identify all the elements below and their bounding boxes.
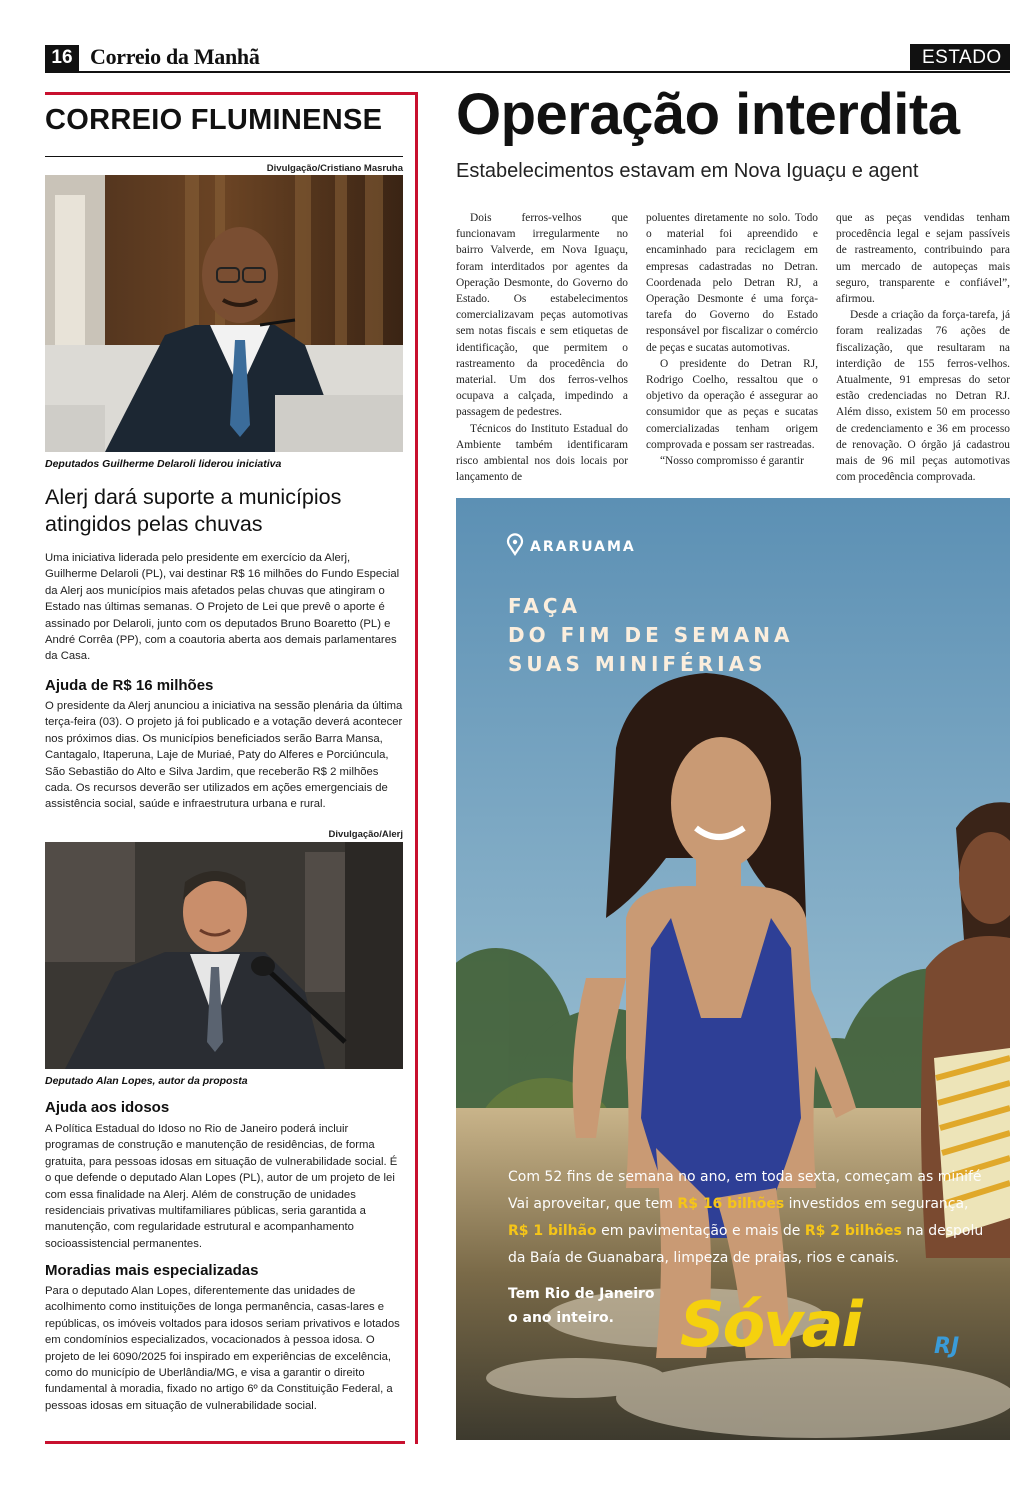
photo1-credit: Divulgação/Cristiano Masruha [266,163,403,174]
ad-highlight-security: R$ 16 bilhões [677,1196,785,1212]
column-bottom-rule [45,1441,405,1444]
col2-paragraph-2: O presidente do Detran RJ, Rodrigo Coelho, ressaltou que o objetivo da operação é assegurar ao consumidor que as peças e sucatas comercializadas tenham origem comprovada e possam ser rastreadas. [646,357,818,451]
subhead-moradias: Moradias mais especializadas [45,1262,259,1279]
photo1-caption: Deputados Guilherme Delaroli liderou iniciativa [45,458,282,470]
left-paragraph-2: O presidente da Alerj anunciou a iniciativa na sessão plenária da última terça-feira (03). O projeto já foi publicado e a votação deverá acontecer nos próximos dias. Os municípios beneficiados serão Barra Mansa, Cantagalo, Itaperuna, Laje de Muriaé, Paty do Alferes e Porciúncula, São Sebastião do Alto e Silva Jardim, que receberão R$ 2 milhões cada. Os recursos deverão ser utilizados em ações emergenciais de assistência social, saúde e infraestrutura urbana e rural. [45,700,403,811]
ad-tagline-line-2: o ano inteiro. [508,1310,614,1326]
ad-headline [508,592,793,679]
sovai-logo: Sóvai [680,1288,861,1361]
col2-paragraph-3: “Nosso compromisso é garantir [660,455,804,468]
left-paragraph-4: Para o deputado Alan Lopes, diferentemente das unidades de acolhimento como instituições de longa permanência, casas-lares e repúblicas, os imóveis voltados para idosos seriam privativos e lotados em condomínios especializados, vocacionados à pessoa idosa. O projeto de lei 6090/2025 foi inspirado em experiências de excelência, como do município de Uberlândia/MG, e visa a garantir o direito fundamental à moradia, fixado no artigo 6º da Constituição Federal, a pessoas idosas em situação de vulnerabilidade social. [45,1285,400,1412]
ad-headline-line-3: SUAS MINIFÉRIAS [508,652,767,676]
column-title-rule [45,156,403,157]
column-top-rule [45,92,418,95]
col3-paragraph-1: que as peças vendidas tenham procedência legal e sejam passíveis de rastreamento, contribuindo para um mercado de autopeças mais seguro, transparente e confiável”, afirmou. [836,212,1010,306]
col1-paragraph-2: Técnicos do Instituto Estadual do Ambiente também identificaram risco ambiental nos dois locais por lançamento de [456,422,628,484]
article-column-3 [836,210,1010,485]
photo2-caption: Deputado Alan Lopes, autor da proposta [45,1075,248,1087]
header-rule [45,71,1010,73]
ad-highlight-cleanup: R$ 2 bilhões [804,1223,902,1239]
left-article-title: Alerj dará suporte a municípios atingidos pelas chuvas [45,485,342,536]
ad-body-text [508,1164,1010,1272]
photo-alan-lopes [45,842,403,1069]
col1-paragraph-1: Dois ferros-velhos que funcionavam irregularmente no bairro Valverde, em Nova Iguaçu, foram interditados por agentes da Operação Desmonte, do Governo do Estado. Os estabelecimentos comercializavam peças automotivas sem notas fiscais e sem etiquetas de identificação, que permitem o rastreamento da procedência do material. Um dos ferros-velhos ocupava a calçada, impedindo a passagem de pedestres. [456,212,628,419]
col2-paragraph-1: poluentes diretamente no solo. Todo o material foi apreendido e encaminhado para reciclagem em empresas cadastradas no Detran. Coordenada pelo Detran RJ, a Operação Desmonte é uma força-tarefa do Governo do Estado responsável por fiscalizar o comércio de peças e sucatas automotivas. [646,212,818,354]
article-column-2 [646,210,818,469]
column-side-rule [415,92,418,1444]
ad-headline-line-1: FAÇA [508,594,582,618]
sovai-logo-suffix: RJ [934,1334,960,1359]
ad-tagline [508,1282,655,1330]
photo-delaroli [45,175,403,452]
article-subtitle: Estabelecimentos estavam em Nova Iguaçu e agent [456,160,919,182]
ad-body-text-span: na despolu [901,1223,984,1239]
ad-body-line-1: Com 52 fins de semana no ano, em toda sexta, começam as minifé [508,1169,982,1185]
ad-body-line-3 [508,1218,1010,1245]
ad-body-line-2 [508,1191,1010,1218]
photo2-credit: Divulgação/Alerj [328,829,403,840]
advertisement[interactable] [456,498,1010,1440]
page-number: 16 [45,45,79,71]
section-label: ESTADO [910,44,1010,70]
subhead-ajuda-idosos: Ajuda aos idosos [45,1099,170,1116]
article-column-1 [456,210,628,485]
left-paragraph-3: A Política Estadual do Idoso no Rio de Janeiro poderá incluir programas de construção e manutenção de residências, de forma gratuita, para pessoas idosas em situação de vulnerabilidade social. É o que defende o deputado Alan Lopes (PL), autor de um projeto de lei com essa finalidade na Alerj. Além de construção de unidades residenciais privativas multifamiliares públicas, seria garantida a manutenção, com regularidade estrutural e acompanhamento socioassistencial permanentes. [45,1123,398,1250]
ad-highlight-paving: R$ 1 bilhão [508,1223,597,1239]
ad-body-text-span: investidos em segurança, [784,1196,969,1212]
newspaper-name: Correio da Manhã [90,44,260,69]
ad-body-line-4: da Baía de Guanabara, limpeza de praias, rios e canais. [508,1250,899,1266]
ad-body-text-span: Vai aproveitar, que tem [508,1196,678,1212]
article-headline: Operação interdita [456,82,960,147]
ad-location: ARARUAMA [530,539,636,555]
ad-headline-line-2: DO FIM DE SEMANA [508,623,794,647]
col3-paragraph-2: Desde a criação da força-tarefa, já foram realizadas 76 ações de fiscalização, que resultaram na interdição de 155 ferros-velhos. Atualmente, 91 empresas do setor estão credenciadas no Detran RJ. Além disso, existem 50 em processo de credenciamento e 36 em processo de renovação. O órgão já cadastrou mais de 96 mil peças automotivas com procedência comprovada. [836,309,1010,484]
left-paragraph-1: Uma iniciativa liderada pelo presidente em exercício da Alerj, Guilherme Delaroli (PL), vai destinar R$ 16 milhões do Fundo Especial da Alerj aos municípios mais afetados pelas chuvas que atingiram o Estado nas últimas semanas. O Projeto de Lei que prevê o aporte é assinado por Delaroli, junto com os deputados Bruno Boaretto (PL) e André Corrêa (PP), com a coautoria aberta aos demais parlamentares da Casa. [45,552,400,663]
ad-body-text-span: em pavimentação e mais de [596,1223,805,1239]
column-title: CORREIO FLUMINENSE [45,104,383,136]
ad-tagline-line-1: Tem Rio de Janeiro [508,1286,655,1302]
subhead-ajuda-milhoes: Ajuda de R$ 16 milhões [45,677,214,694]
